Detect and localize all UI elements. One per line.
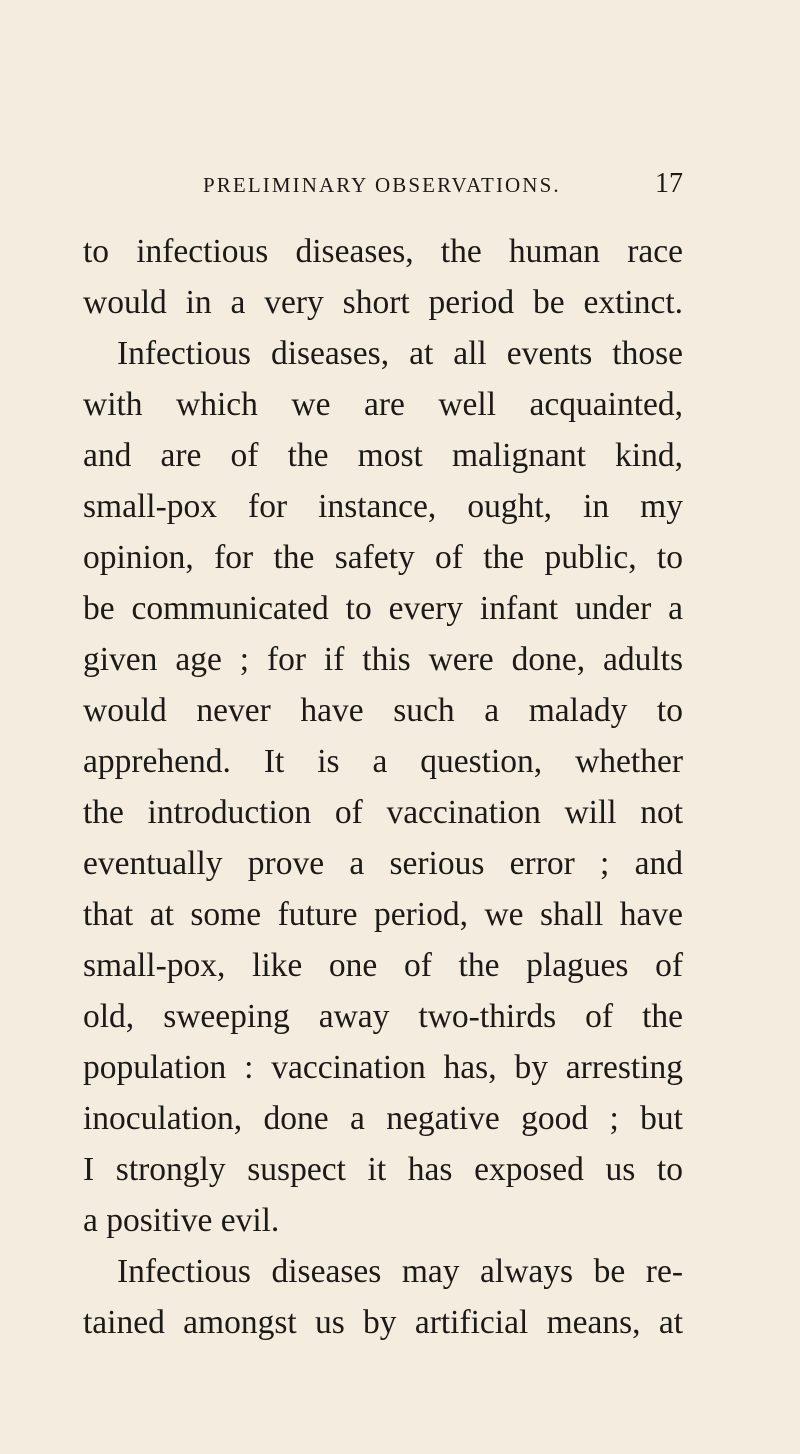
text-line: Infectious diseases may always be re- — [117, 1253, 683, 1290]
text-line: that at some future period, we shall have — [83, 896, 683, 933]
text-line: with which we are well acquainted, — [83, 386, 683, 423]
text-line: tained amongst us by artificial means, at — [83, 1304, 683, 1341]
text-line: small-pox, like one of the plagues of — [83, 947, 683, 984]
text-line: would never have such a malady to — [83, 692, 683, 729]
text-line: a positive evil. — [83, 1202, 280, 1239]
page-number: 17 — [655, 168, 683, 199]
text-line: eventually prove a serious error ; and — [83, 845, 683, 882]
text-line: to infectious diseases, the human race — [83, 233, 683, 270]
running-title: PRELIMINARY OBSERVATIONS. — [203, 173, 561, 197]
text-line: apprehend. It is a question, whether — [83, 743, 683, 780]
text-line: be communicated to every infant under a — [83, 590, 683, 627]
text-line: old, sweeping away two-thirds of the — [83, 998, 683, 1035]
text-line: opinion, for the safety of the public, to — [83, 539, 683, 576]
text-line: inoculation, done a negative good ; but — [83, 1100, 683, 1137]
text-line: the introduction of vaccination will not — [83, 794, 683, 831]
text-line: I strongly suspect it has exposed us to — [83, 1151, 683, 1188]
text-line: population : vaccination has, by arresting — [83, 1049, 683, 1086]
text-line: and are of the most malignant kind, — [83, 437, 683, 474]
running-head — [203, 168, 683, 200]
body-text — [83, 226, 683, 1348]
text-line: would in a very short period be extinct. — [83, 284, 683, 321]
text-line: given age ; for if this were done, adults — [83, 641, 683, 678]
text-line: small-pox for instance, ought, in my — [83, 488, 683, 525]
text-line: Infectious diseases, at all events those — [117, 335, 683, 372]
